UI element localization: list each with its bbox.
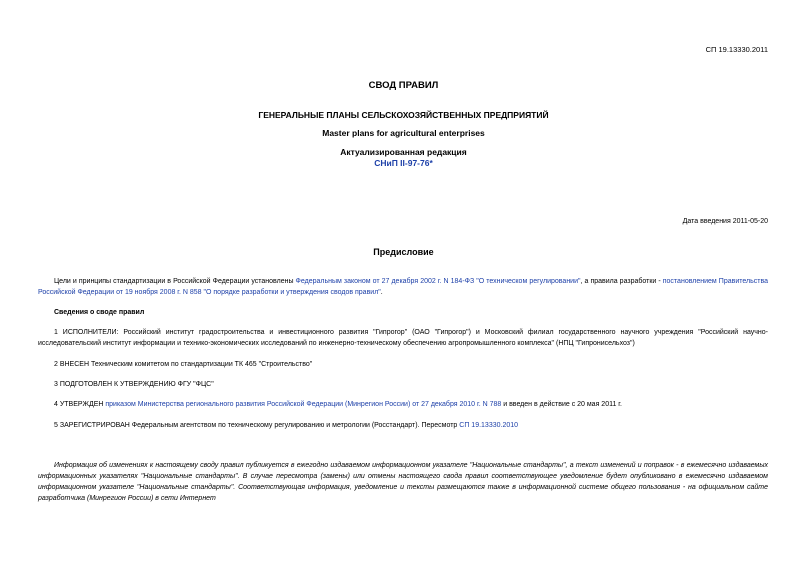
item-4-approved — [38, 399, 768, 410]
item-1-executors: 1 ИСПОЛНИТЕЛИ: Российский институт градостроительства и инвестиционного развития "Гипрогор" (ОАО "Гипрогор") и Московский филиал государственного научного учреждения "Российский научно-исследовательский институт информации и технико-экономических исследований по инженерно-техническому обеспечению агропромышленного комплекса" (НПЦ "Гипронисельхоз") — [38, 329, 768, 347]
snip-link-row — [0, 158, 807, 168]
snip-link[interactable]: СНиП II-97-76* — [374, 158, 433, 168]
item-4-text-b: и введен в действие с 20 мая 2011 г. — [501, 401, 622, 408]
sp-revision-link[interactable]: СП 19.13330.2010 — [459, 422, 519, 429]
date-introduced: Дата введения 2011-05-20 — [682, 218, 768, 225]
item-4-text-a: 4 УТВЕРЖДЕН — [54, 401, 106, 408]
ministry-order-link[interactable]: приказом Министерства регионального развития Российской Федерации (Минрегион России) от 27 декабря 2010 г. N 788 — [105, 401, 502, 408]
intro-paragraph — [38, 276, 768, 298]
item-5-registered — [38, 420, 768, 431]
foreword-heading: Предисловие — [373, 247, 434, 257]
item-5-text: 5 ЗАРЕГИСТРИРОВАН Федеральным агентством по техническому регулированию и метрологии (Росстандарт). Пересмотр — [54, 422, 460, 429]
document-type: СВОД ПРАВИЛ — [368, 80, 439, 91]
document-title-ru: ГЕНЕРАЛЬНЫЕ ПЛАНЫ СЕЛЬСКОХОЗЯЙСТВЕННЫХ ПРЕДПРИЯТИЙ — [258, 110, 549, 120]
document-code: СП 19.13330.2011 — [705, 45, 768, 54]
item-2-submitted: 2 ВНЕСЕН Техническим комитетом по стандартизации ТК 465 "Строительство" — [54, 361, 313, 368]
government-decree-link[interactable]: постановлением Правительства Российской Федерации от 19 ноября 2008 г. N 858 "О порядке разработки и утверждения сводов правил" — [38, 278, 768, 296]
intro-text-2: , а правила разработки - — [580, 278, 663, 285]
item-3-prepared: 3 ПОДГОТОВЛЕН К УТВЕРЖДЕНИЮ ФГУ "ФЦС" — [54, 381, 214, 388]
change-notice-paragraph: Информация об изменениях к настоящему своду правил публикуется в ежегодно издаваемом информационном указателе "Национальные стандарты", а текст изменений и поправок - в ежемесячно издаваемых информационных указателях "Национальные стандарты". В случае пересмотра (замены) или отмены настоящего свода правил соответствующее уведомление будет опубликовано в ежемесячно издаваемом информационном указателе "Национальные стандарты". Соответствующая информация, уведомление и тексты размещаются также в информационной системе общего пользования - на официальном сайте разработчика (Минрегион России) в сети Интернет — [38, 462, 768, 502]
info-heading: Сведения о своде правил — [54, 309, 145, 316]
intro-text-3: . — [380, 289, 383, 296]
intro-text-1: Цели и принципы стандартизации в Российской Федерации установлены — [54, 278, 296, 285]
edition-label: Актуализированная редакция — [340, 147, 467, 157]
document-title-en: Master plans for agricultural enterprises — [322, 128, 485, 138]
federal-law-link[interactable]: Федеральным законом от 27 декабря 2002 г. N 184-ФЗ "О техническом регулировании" — [295, 278, 581, 285]
